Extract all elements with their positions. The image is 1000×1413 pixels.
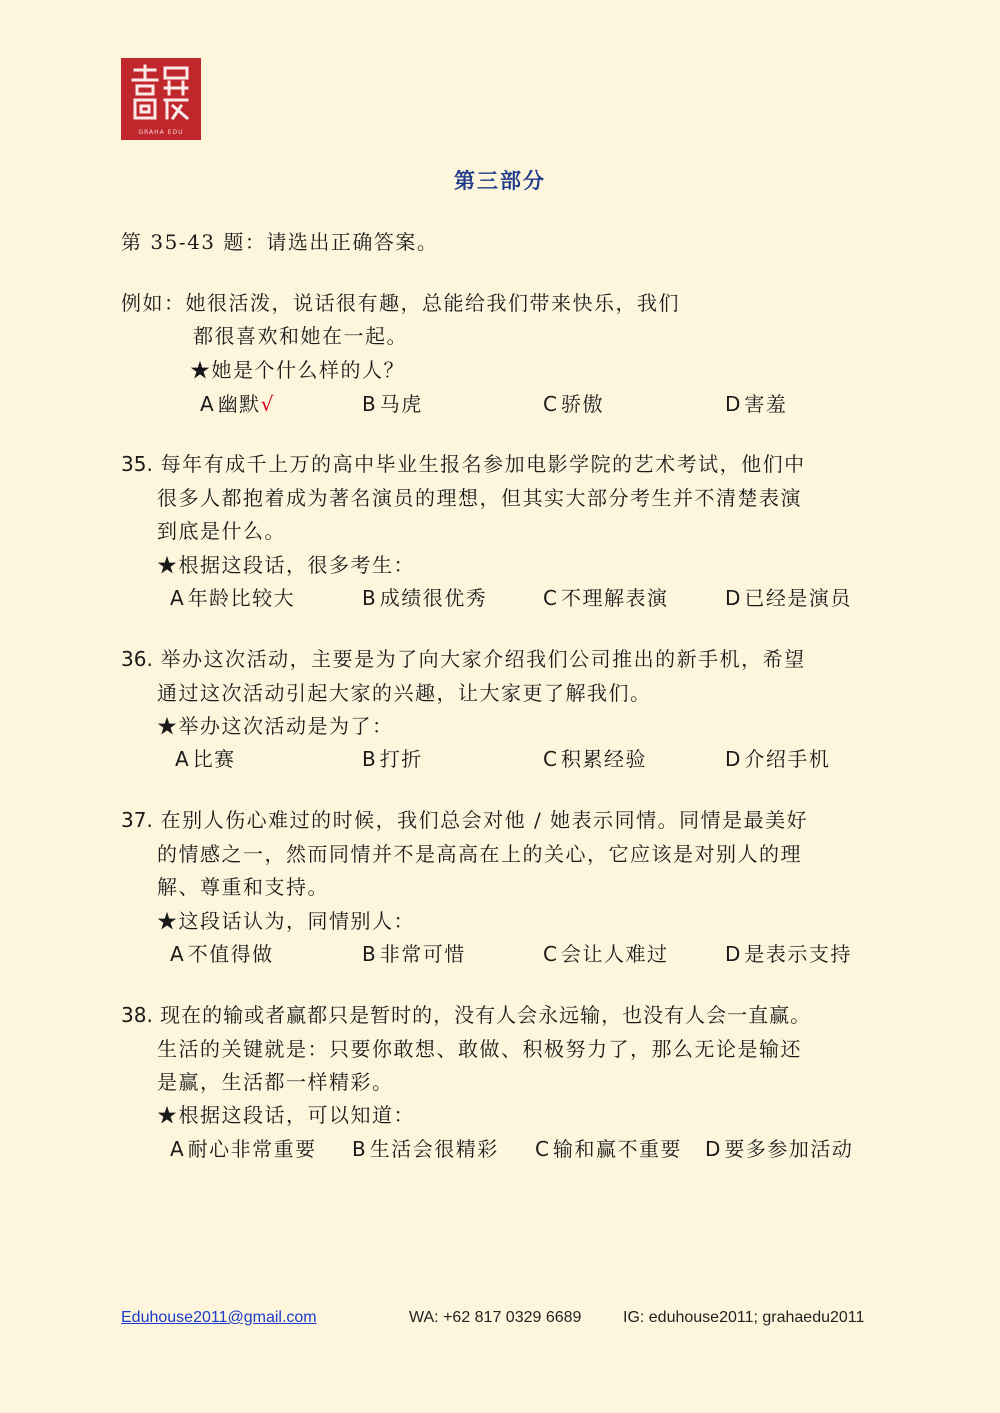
q36-option-d: D 介绍手机 — [725, 747, 831, 771]
q37-option-c: C 会让人难过 — [543, 942, 669, 966]
q38-line-2: 生活的关键就是：只要你敢想、敢做、积极努力了，那么无论是输还 — [157, 1037, 802, 1061]
q37-option-b: B 非常可惜 — [362, 942, 466, 966]
example-line-1: 例如：她很活泼，说话很有趣，总能给我们带来快乐，我们 — [121, 291, 680, 315]
q35-line-3: 到底是什么。 — [157, 519, 286, 543]
q35-line-2: 很多人都抱着成为著名演员的理想，但其实大部分考生并不清楚表演 — [157, 486, 802, 510]
q38-option-c: C 输和赢不重要 — [535, 1137, 682, 1161]
example-option-b: B 马虎 — [362, 392, 423, 416]
q38-line-3: 是赢，生活都一样精彩。 — [157, 1070, 394, 1094]
q35-option-d: D 已经是演员 — [725, 586, 852, 610]
section-title: 第三部分 — [454, 168, 546, 193]
q37-line-1: 37. 在别人伤心难过的时候，我们总会对他 / 她表示同情。同情是最美好 — [121, 808, 809, 832]
q36-line-1: 36. 举办这次活动，主要是为了向大家介绍我们公司推出的新手机，希望 — [121, 647, 806, 671]
example-option-d: D 害羞 — [725, 392, 788, 416]
q37-option-d: D 是表示支持 — [725, 942, 852, 966]
q38-question: ★根据这段话，可以知道： — [157, 1103, 415, 1127]
q38-line-1: 38. 现在的输或者赢都只是暂时的，没有人会永远输，也没有人会一直赢。 — [121, 1003, 812, 1027]
q35-question: ★根据这段话，很多考生： — [157, 553, 415, 577]
q36-option-c: C 积累经验 — [543, 747, 647, 771]
example-option-c: C 骄傲 — [543, 392, 604, 416]
q35-option-b: B 成绩很优秀 — [362, 586, 488, 610]
answer-check-icon: √ — [260, 392, 275, 416]
example-option-a: A 幽默√ — [200, 392, 275, 416]
q37-line-3: 解、尊重和支持。 — [157, 875, 329, 899]
q35-option-a: A 年龄比较大 — [170, 586, 296, 610]
footer-email-link[interactable]: Eduhouse2011@gmail.com — [121, 1309, 317, 1326]
q35-number: 35. — [121, 452, 153, 476]
q37-option-a: A 不值得做 — [170, 942, 274, 966]
q38-option-b: B 生活会很精彩 — [352, 1137, 499, 1161]
q36-question: ★举办这次活动是为了： — [157, 714, 394, 738]
q37-line-2: 的情感之一，然而同情并不是高高在上的关心，它应该是对别人的理 — [157, 842, 802, 866]
q38-option-a: A 耐心非常重要 — [170, 1137, 317, 1161]
example-line-2: 都很喜欢和她在一起。 — [193, 324, 408, 348]
q37-number: 37. — [121, 808, 153, 832]
graha-edu-logo — [121, 58, 201, 140]
example-question: ★她是个什么样的人？ — [190, 358, 405, 382]
footer-instagram: IG: eduhouse2011; grahaedu2011 — [623, 1309, 865, 1326]
logo-seal-icon — [129, 64, 193, 122]
q37-question: ★这段话认为，同情别人： — [157, 909, 415, 933]
logo-brand-text: GRAHA EDU — [138, 129, 184, 136]
q36-number: 36. — [121, 647, 153, 671]
q38-option-d: D 要多参加活动 — [705, 1137, 854, 1161]
footer-whatsapp: WA: +62 817 0329 6689 — [409, 1309, 582, 1326]
q35-option-c: C 不理解表演 — [543, 586, 669, 610]
q36-option-a: A 比赛 — [175, 747, 236, 771]
q36-line-2: 通过这次活动引起大家的兴趣，让大家更了解我们。 — [157, 681, 652, 705]
q35-line-1: 35. 每年有成千上万的高中毕业生报名参加电影学院的艺术考试，他们中 — [121, 452, 806, 476]
q36-option-b: B 打折 — [362, 747, 423, 771]
q38-number: 38. — [121, 1003, 153, 1027]
instruction-text: 第 35-43 题：请选出正确答案。 — [121, 230, 439, 254]
